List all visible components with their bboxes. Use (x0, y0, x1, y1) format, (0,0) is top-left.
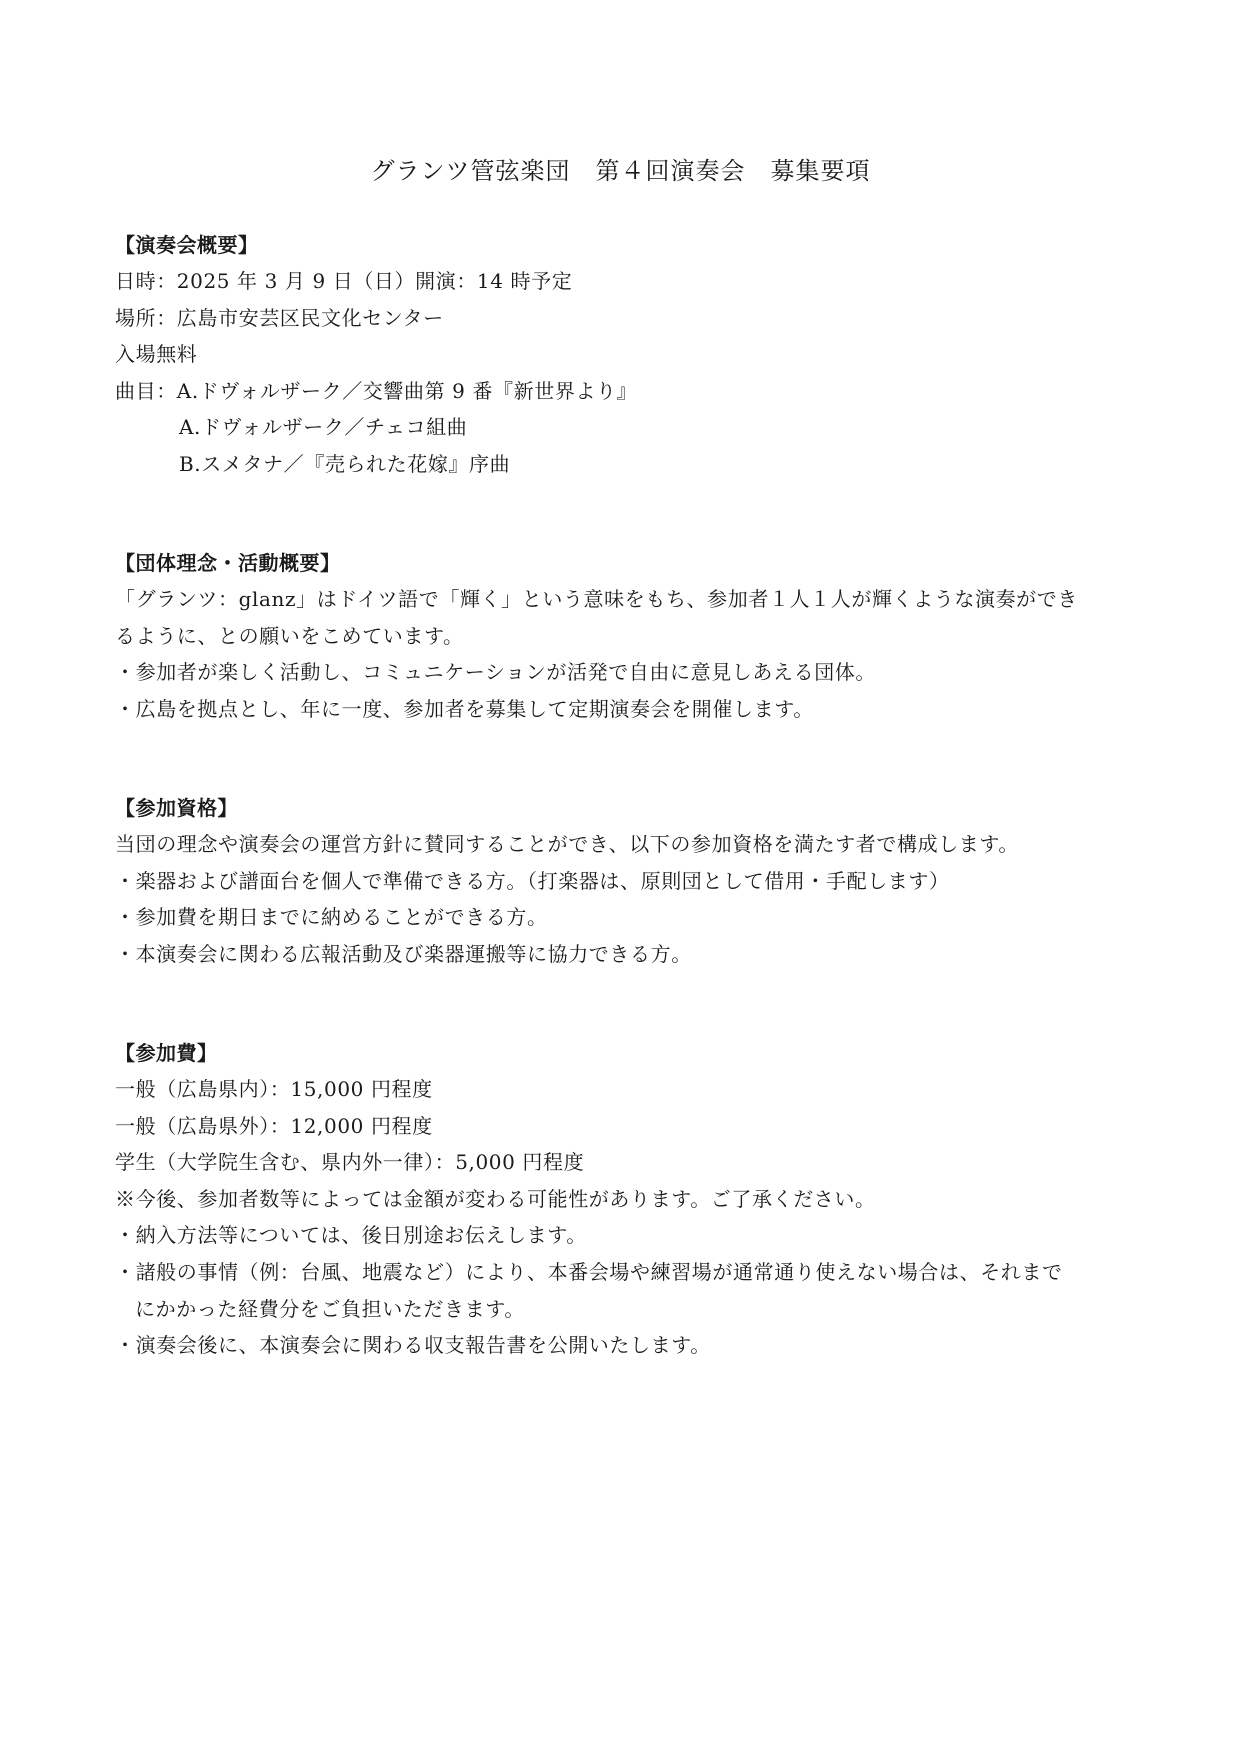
bullet-item-continued: にかかった経費分をご負担いただきます。 (135, 1296, 525, 1321)
bullet-item: ・楽器および譜面台を個人で準備できる方。（打楽器は、原則団として借用・手配します） (115, 868, 950, 893)
fee-item: 一般（広島県内）：15,000 円程度 (115, 1077, 433, 1101)
concert-venue: 場所：広島市安芸区民文化センター (115, 305, 444, 330)
concert-datetime: 日時：2025 年 3 月 9 日（日）開演：14 時予定 (115, 269, 573, 293)
section-heading: 【参加資格】 (115, 796, 238, 820)
concert-program-item: B.スメタナ／『売られた花嫁』序曲 (179, 451, 511, 476)
bullet-item: ・諸般の事情（例：台風、地震など）により、本番会場や練習場が通常通り使えない場合は、それまで (115, 1259, 1063, 1284)
section-fees (115, 1035, 1135, 1364)
bullet-item: ・参加費を期日までに納めることができる方。 (115, 905, 548, 930)
paragraph-line: るように、との願いをこめています。 (115, 623, 464, 648)
document-title: グランツ管弦楽団 第４回演奏会 募集要項 (370, 157, 871, 185)
concert-program-item: 曲目：A.ドヴォルザーク／交響曲第 9 番『新世界より』 (115, 378, 638, 403)
paragraph-line: 「グランツ：glanz」はドイツ語で「輝く」という意味をもち、参加者１人１人が輝くような演奏ができ (115, 587, 1078, 611)
section-heading: 【団体理念・活動概要】 (115, 551, 341, 575)
bullet-item: ・参加者が楽しく活動し、コミュニケーションが活発で自由に意見しあえる団体。 (115, 660, 876, 685)
concert-program-item: A.ドヴォルザーク／チェコ組曲 (179, 415, 468, 440)
fee-item: 学生（大学院生含む、県内外一律）：5,000 円程度 (115, 1150, 585, 1175)
fee-note: ※今後、参加者数等によっては金額が変わる可能性があります。ご了承ください。 (115, 1186, 876, 1211)
fee-item: 一般（広島県外）：12,000 円程度 (115, 1113, 433, 1138)
bullet-item: ・演奏会後に、本演奏会に関わる収支報告書を公開いたします。 (115, 1333, 711, 1358)
paragraph-line: 当団の理念や演奏会の運営方針に賛同することができ、以下の参加資格を満たす者で構成します。 (115, 832, 1019, 856)
section-philosophy (115, 545, 1135, 727)
section-concert-overview (115, 227, 1135, 483)
bullet-item: ・本演奏会に関わる広報活動及び楽器運搬等に協力できる方。 (115, 941, 692, 966)
section-heading: 【参加費】 (115, 1041, 218, 1065)
section-heading: 【演奏会概要】 (115, 233, 259, 257)
concert-admission: 入場無料 (115, 342, 198, 367)
bullet-item: ・広島を拠点とし、年に一度、参加者を募集して定期演奏会を開催します。 (115, 696, 814, 721)
section-eligibility (115, 790, 1135, 972)
bullet-item: ・納入方法等については、後日別途お伝えします。 (115, 1223, 587, 1248)
